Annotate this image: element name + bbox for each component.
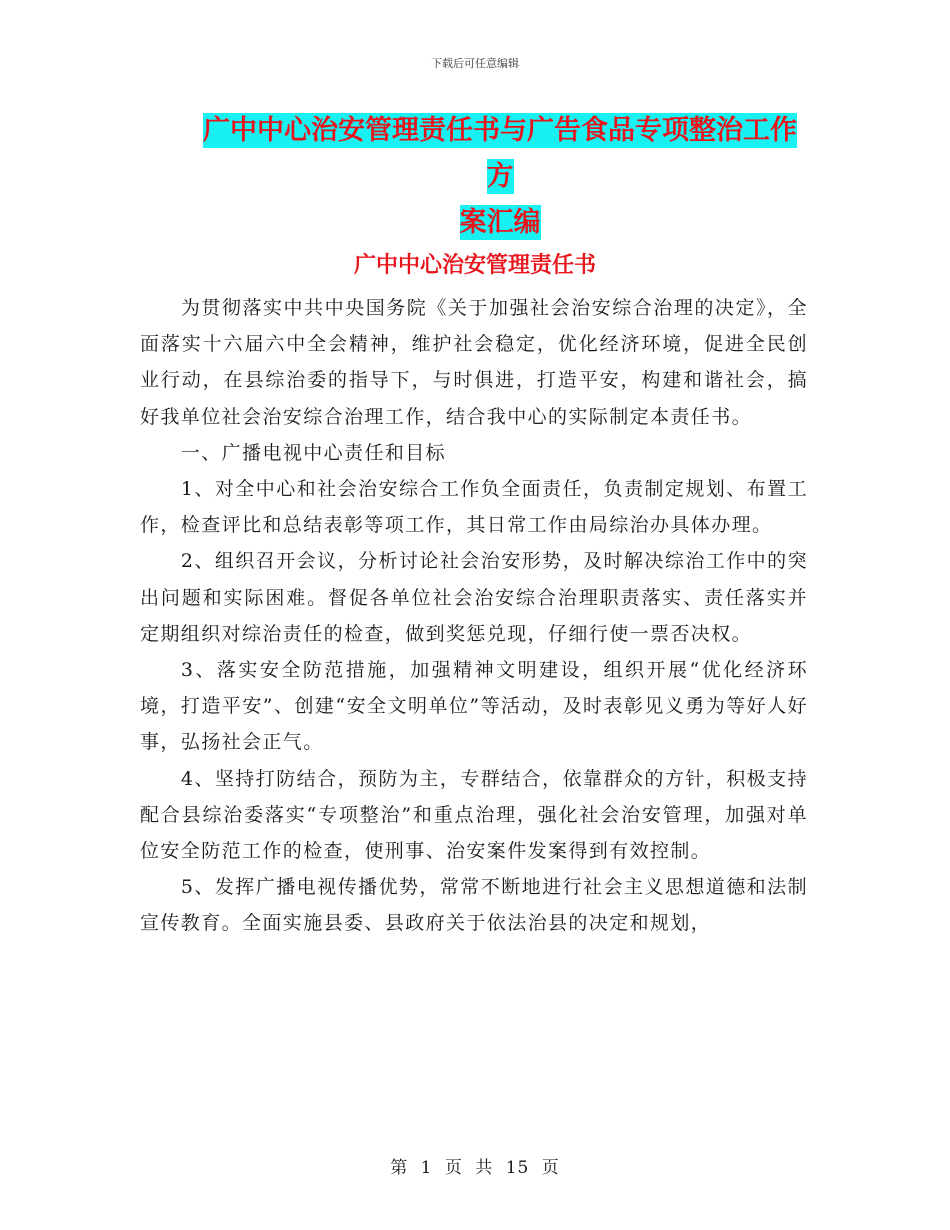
paragraph-item-3: 3、落实安全防范措施，加强精神文明建设，组织开展“优化经济环境，打造平安”、创建“安全文明单位”等活动，及时表彰见义勇为等好人好事，弘扬社会正气。 bbox=[140, 659, 808, 754]
document-title-line2: 案汇编 bbox=[459, 207, 541, 238]
footer-di: 第 bbox=[390, 1158, 409, 1178]
document-title bbox=[190, 108, 810, 246]
page-footer bbox=[0, 1153, 950, 1178]
section-title: 广中中心治安管理责任书 bbox=[353, 252, 596, 278]
paragraph-heading-1: 一、广播电视中心责任和目标 bbox=[180, 441, 447, 464]
header-note: 下载后可任意编辑 bbox=[431, 57, 519, 70]
footer-ye: 页 bbox=[444, 1158, 463, 1178]
paragraph-item-2: 2、组织召开会议，分析讨论社会治安形势，及时解决综治工作中的突出问题和实际困难。督促各单位社会治安综合治理职责落实、责任落实并定期组织对综治责任的检查，做到奖惩兑现，仔细行使一票否决权。 bbox=[140, 550, 808, 645]
body-text bbox=[140, 290, 808, 942]
footer-gong: 共 bbox=[475, 1158, 494, 1178]
footer-total-pages: 15 bbox=[505, 1158, 530, 1178]
document-title-line1: 广中中心治安管理责任书与广告食品专项整治工作方 bbox=[203, 115, 797, 192]
footer-page-number: 1 bbox=[420, 1158, 433, 1178]
paragraph-intro: 为贯彻落实中共中央国务院《关于加强社会治安综合治理的决定》，全面落实十六届六中全会精神，维护社会稳定，优化经济环境，促进全民创业行动，在县综治委的指导下，与时俱进，打造平安，构建和谐社会，搞好我单位社会治安综合治理工作，结合我中心的实际制定本责任书。 bbox=[140, 297, 808, 428]
paragraph-item-4: 4、坚持打防结合，预防为主，专群结合，依靠群众的方针，积极支持配合县综治委落实“专项整治”和重点治理，强化社会治安管理，加强对单位安全防范工作的检查，使刑事、治安案件发案得到有效控制。 bbox=[140, 767, 808, 863]
paragraph-item-5: 5、发挥广播电视传播优势，常常不断地进行社会主义思想道德和法制宣传教育。全面实施县委、县政府关于依法治县的决定和规划， bbox=[140, 876, 808, 935]
footer-ye-end: 页 bbox=[541, 1158, 560, 1178]
paragraph-item-1: 1、对全中心和社会治安综合工作负全面责任，负责制定规划、布置工作，检查评比和总结表彰等项工作，其日常工作由局综治办具体办理。 bbox=[140, 478, 808, 537]
